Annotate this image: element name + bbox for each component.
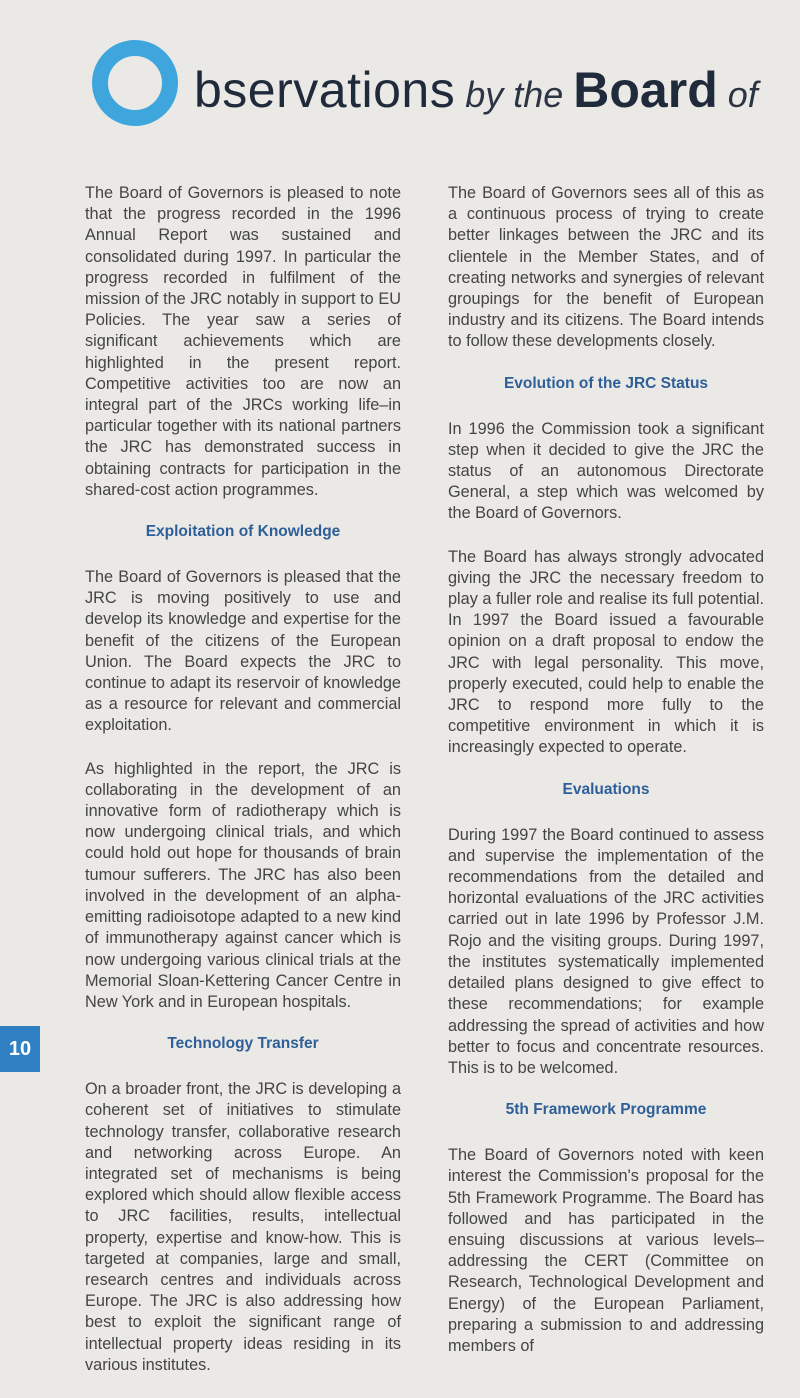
title-word-observations: bservations (194, 62, 456, 118)
paragraph: In 1996 the Commission took a significant step when it decided to give the JRC the status of an autonomous Directorate General, a step which was welcomed by the Board of Governors. (448, 419, 764, 523)
page-number-badge: 10 (0, 1026, 40, 1072)
right-column (448, 183, 764, 1379)
paragraph: The Board has always strongly advocated giving the JRC the necessary freedom to play a fuller role and realise its full potential. In 1997 the Board issued a favourable opinion on a draft proposal to endow the JRC with legal personality. This move, properly executed, could help to enable the JRC to respond more fully to the competitive environment in which it is increasingly expected to operate. (448, 547, 764, 757)
title-word-board: Board (573, 62, 718, 118)
title-word-by-the: by the (465, 74, 564, 115)
page-title (92, 36, 782, 136)
paragraph: During 1997 the Board continued to assess and supervise the implementation of the recommendations from the detailed and horizontal evaluations of the JRC activities carried out in late 1996 by Professor J.M. Rojo and the visiting groups. During 1997, the institutes systematically implemented detailed plans designed to give effect to these recommendations; for example addressing the spread of activities and how better to focus and concentrate resources. This is to be welcomed. (448, 825, 764, 1077)
title-initial-o (92, 40, 178, 126)
section-heading-evolution: Evolution of the JRC Status (503, 374, 709, 392)
paragraph: The Board of Governors noted with keen interest the Commission's proposal for the 5th Framework Programme. The Board has followed and has participated in the ensuing discussions at various levels–addressing the CERT (Committee on Research, Technological Development and Energy) of the European Parliament, preparing a submission to and addressing members of (448, 1146, 764, 1355)
title-text (194, 60, 758, 125)
paragraph: The Board of Governors sees all of this as a continuous process of trying to create better linkages between the JRC and its clientele in the Member States, and of creating networks and synergies of relevant groupings for the benefit of European industry and its citizens. The Board intends to follow these developments closely. (448, 184, 764, 351)
section-heading-5th-framework: 5th Framework Programme (505, 1101, 707, 1119)
section-heading-exploitation: Exploitation of Knowledge (145, 523, 341, 541)
paragraph: As highlighted in the report, the JRC is collaborating in the development of an innovative form of radiotherapy which is now undergoing clinical trials, and which could hold out hope for thousands of brain tumour sufferers. The JRC has also been involved in the development of an alpha-emitting radioisotope adapted to a new kind of immunotherapy against cancer which is now undergoing various clinical trials at the Memorial Sloan-Kettering Cancer Centre in New York and in European hospitals. (85, 759, 401, 1011)
section-heading-evaluations: Evaluations (562, 780, 650, 798)
section-heading-technology-transfer: Technology Transfer (167, 1035, 319, 1053)
paragraph: The Board of Governors is pleased to note that the progress recorded in the 1996 Annual Report was sustained and consolidated during 1997. In particular the progress recorded in fulfilment of the mission of the JRC notably in support to EU Policies. The year saw a series of significant achievements which are highlighted in the present report. Competitive activities too are now an integral part of the JRCs working life–in particular together with its national partners the JRC has demonstrated success in obtaining contracts for participation in the shared-cost action programmes. (85, 184, 401, 499)
paragraph: The Board of Governors is pleased that the JRC is moving positively to use and develop its knowledge and expertise for the benefit of the citizens of the European Union. The Board expects the JRC to continue to adapt its reservoir of knowledge as a resource for relevant and commercial exploitation. (85, 568, 401, 735)
title-word-of: of (727, 74, 758, 115)
paragraph: On a broader front, the JRC is developing a coherent set of initiatives to stimulate technology transfer, collaborative research and networking across Europe. An integrated set of mechanisms is being explored which should allow flexible access to JRC facilities, results, intellectual property, expertise and know-how. This is targeted at companies, large and small, research centres and individuals across Europe. The JRC is also addressing how best to exploit the significant range of intellectual property ideas residing in its various institutes. (85, 1080, 401, 1374)
left-column (85, 183, 401, 1398)
